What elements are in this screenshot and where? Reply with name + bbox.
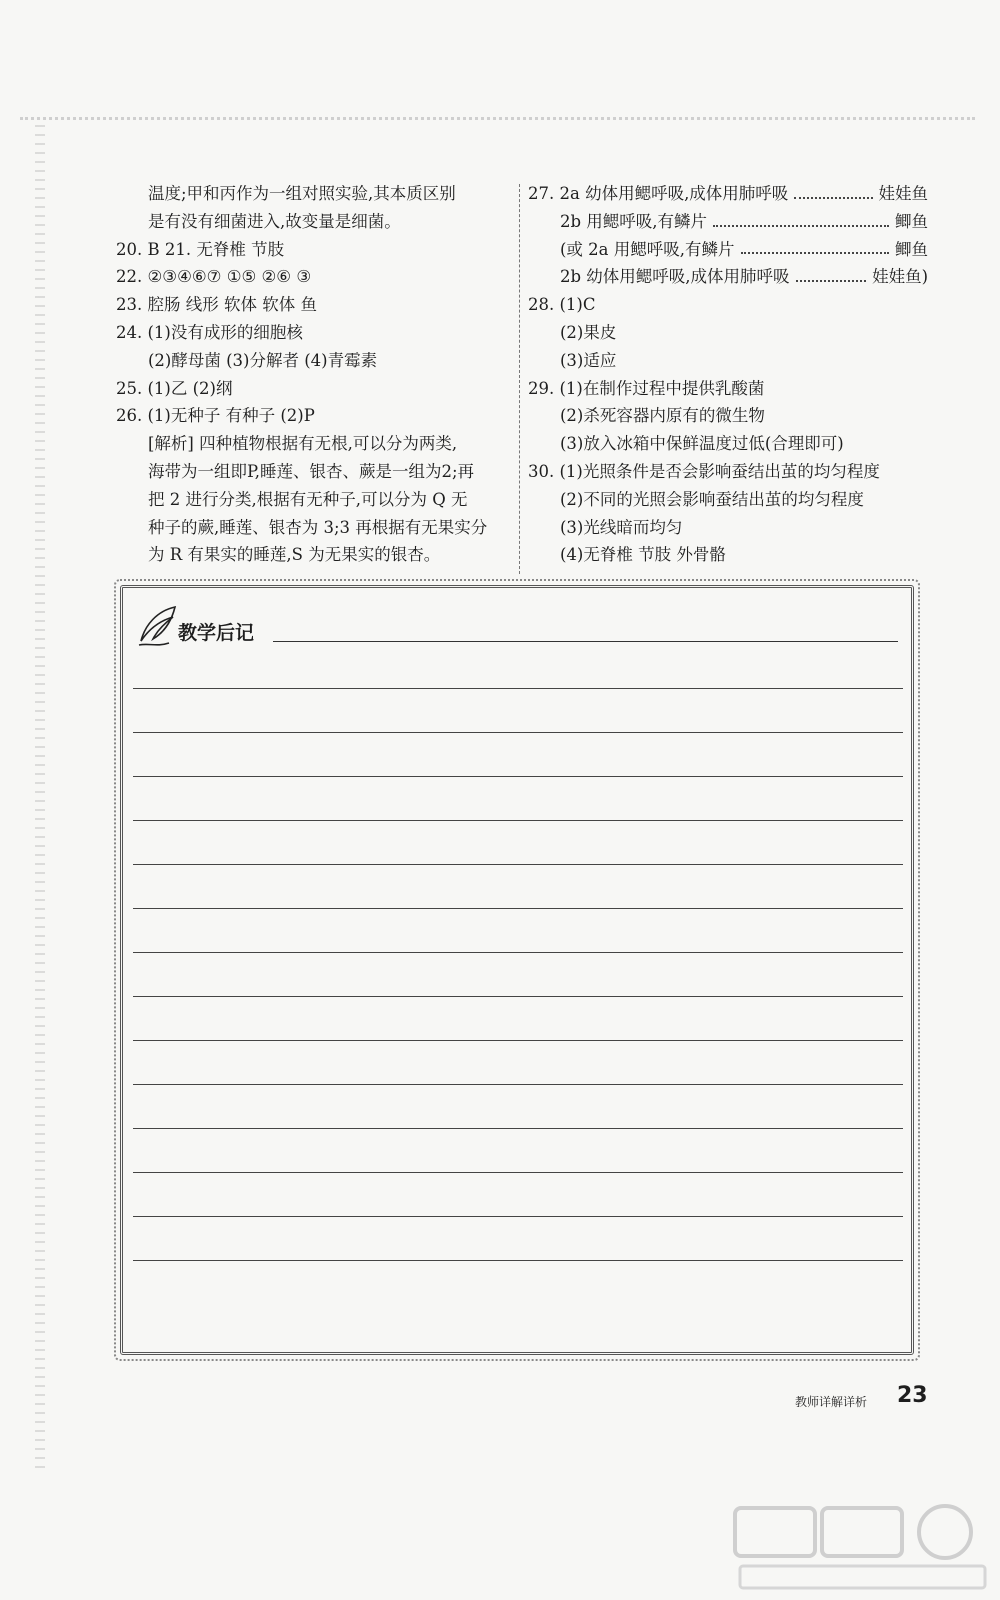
right-answers <box>528 291 928 569</box>
notes-ruled-line[interactable] <box>133 1040 903 1041</box>
answer-line: 28. (1)C <box>528 295 596 315</box>
answer-line: 海带为一组即P,睡莲、银杏、蕨是一组为2;再 <box>148 461 475 481</box>
answer-line: 24. (1)没有成形的细胞核 <box>116 322 303 342</box>
answer-line: (2)杀死容器内原有的微生物 <box>560 406 765 426</box>
answer-line: 22. ②③④⑥⑦ ①⑤ ②⑥ ③ <box>116 267 312 287</box>
answer-line: 为 R 有果实的睡莲,S 为无果实的银杏。 <box>148 545 441 565</box>
answer-line: (3)放入冰箱中保鲜温度过低(合理即可) <box>560 434 844 454</box>
site-watermark-logo <box>730 1500 995 1595</box>
column-divider <box>519 184 520 574</box>
key-row-description: 2b 用鳃呼吸,有鳞片 <box>560 211 708 231</box>
answer-line: 是有没有细菌进入,故变量是细菌。 <box>148 211 401 231</box>
key-row <box>528 208 928 236</box>
leader-dots <box>713 208 889 227</box>
left-answer-column <box>116 180 516 569</box>
answer-line: (2)果皮 <box>560 322 617 342</box>
right-answer-column <box>528 180 928 569</box>
answer-line: (2)不同的光照会影响蚕结出茧的均匀程度 <box>560 489 864 509</box>
key-row-result: 鲫鱼 <box>895 239 928 259</box>
notes-ruled-line[interactable] <box>133 732 903 733</box>
answer-line: (3)光线暗而均匀 <box>560 517 683 537</box>
answer-line: 把 2 进行分类,根据有无种子,可以分为 Q 无 <box>148 489 468 509</box>
key-row <box>528 263 928 291</box>
teaching-notes-box <box>120 585 914 1355</box>
notes-ruled-line[interactable] <box>133 864 903 865</box>
key-row-result: 娃娃鱼 <box>878 184 928 203</box>
notes-ruled-line[interactable] <box>133 1084 903 1085</box>
key-row-result: 娃娃鱼) <box>872 267 928 287</box>
leader-dots <box>794 180 872 199</box>
key-row <box>528 236 928 264</box>
key-row-description: 27. 2a 幼体用鳃呼吸,成体用肺呼吸 <box>528 184 789 203</box>
title-underline <box>273 641 898 642</box>
answer-line: 20. B 21. 无脊椎 节肢 <box>116 239 285 259</box>
answer-line: (4)无脊椎 节肢 外骨骼 <box>560 545 726 565</box>
notes-ruled-line[interactable] <box>133 1128 903 1129</box>
answer-line: 23. 腔肠 线形 软体 软体 鱼 <box>116 295 317 315</box>
notes-ruled-line[interactable] <box>133 820 903 821</box>
top-dotted-rule <box>20 117 975 120</box>
answer-line: 26. (1)无种子 有种子 (2)P <box>116 406 315 426</box>
answer-line: 温度;甲和丙作为一组对照实验,其本质区别 <box>148 184 456 203</box>
dichotomous-key <box>528 180 928 291</box>
answer-line: [解析] 四种植物根据有无根,可以分为两类, <box>148 434 458 454</box>
answer-line: (3)适应 <box>560 350 617 370</box>
notes-ruled-line[interactable] <box>133 1216 903 1217</box>
notes-ruled-line[interactable] <box>133 688 903 689</box>
leader-dots <box>796 263 867 282</box>
answer-line: 29. (1)在制作过程中提供乳酸菌 <box>528 378 765 398</box>
key-row <box>528 180 928 208</box>
answer-line: 30. (1)光照条件是否会影响蚕结出茧的均匀程度 <box>528 461 880 481</box>
answer-line: 种子的蕨,睡莲、银杏为 3;3 再根据有无果实分 <box>148 517 488 537</box>
answer-line: (2)酵母菌 (3)分解者 (4)青霉素 <box>148 350 378 370</box>
binding-margin <box>35 125 45 1475</box>
page-number: 23 <box>897 1383 928 1408</box>
notes-title: 教学后记 <box>178 622 255 644</box>
notes-ruled-line[interactable] <box>133 1172 903 1173</box>
key-row-description: (或 2a 用鳃呼吸,有鳞片 <box>560 239 735 259</box>
notes-ruled-line[interactable] <box>133 1260 903 1261</box>
leader-dots <box>741 236 889 255</box>
footer-label: 教师详解详析 <box>795 1395 868 1409</box>
key-row-result: 鲫鱼 <box>895 211 928 231</box>
notes-ruled-line[interactable] <box>133 776 903 777</box>
notes-ruled-line[interactable] <box>133 952 903 953</box>
notes-ruled-line[interactable] <box>133 908 903 909</box>
key-row-description: 2b 幼体用鳃呼吸,成体用肺呼吸 <box>560 267 790 287</box>
notes-ruled-line[interactable] <box>133 996 903 997</box>
feather-pen-icon <box>135 603 181 649</box>
answer-line: 25. (1)乙 (2)纲 <box>116 378 233 398</box>
